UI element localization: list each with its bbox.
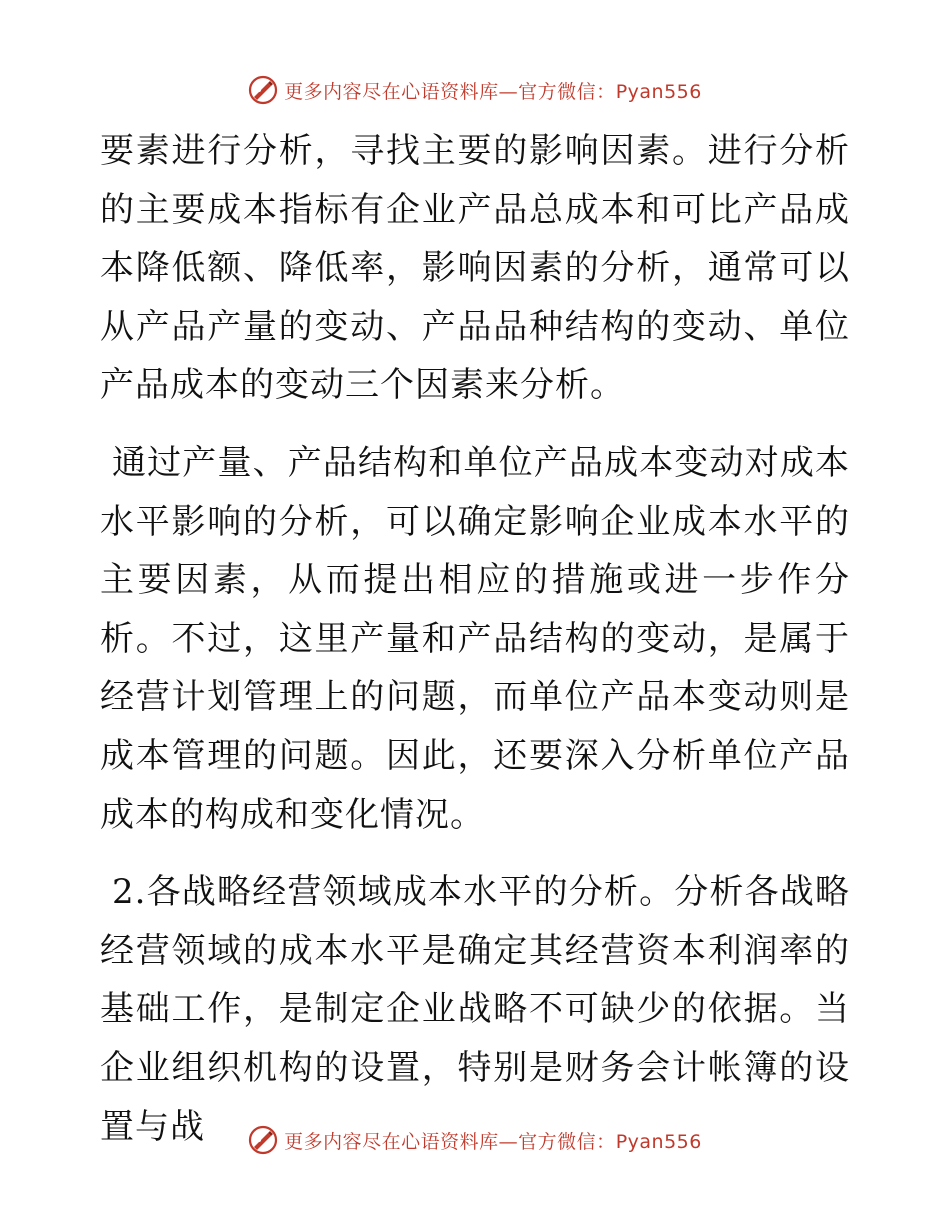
footer-banner-label: 官方微信： bbox=[518, 1130, 616, 1153]
header-banner bbox=[0, 70, 950, 110]
header-banner-separator: — bbox=[498, 80, 519, 103]
footer-banner-text bbox=[284, 1127, 702, 1154]
header-banner-label: 官方微信： bbox=[518, 80, 616, 103]
paragraph-1: 要素进行分析，寻找主要的影响因素。进行分析的主要成本指标有企业产品总成本和可比产品成本降低额、降低率，影响因素的分析，通常可以从产品产量的变动、产品品种结构的变动、单位产品成本的变动三个因素来分析。 bbox=[100, 131, 850, 406]
paragraph-2: 通过产量、产品结构和单位产品成本变动对成本水平影响的分析，可以确定影响企业成本水平的主要因素，从而提出相应的措施或进一步作分析。不过，这里产量和产品结构的变动，是属于经营计划管理上的问题，而单位产品本变动则是成本管理的问题。因此，还要深入分析单位产品成本的构成和变化情况。 bbox=[100, 442, 850, 835]
header-banner-main: 更多内容尽在心语资料库 bbox=[284, 80, 499, 103]
footer-banner-wechat-id: Pyan556 bbox=[615, 1130, 702, 1153]
footer-banner bbox=[0, 1120, 950, 1160]
pen-logo-icon bbox=[248, 75, 278, 105]
paragraph-3: 2.各战略经营领域成本水平的分析。分析各战略经营领域的成本水平是确定其经营资本利润率的基础工作，是制定企业战略不可缺少的依据。当企业组织机构的设置，特别是财务会计帐簿的设置与战 bbox=[100, 872, 850, 1147]
header-banner-wechat-id: Pyan556 bbox=[615, 80, 702, 103]
footer-banner-separator: — bbox=[498, 1130, 519, 1153]
footer-banner-main: 更多内容尽在心语资料库 bbox=[284, 1130, 499, 1153]
header-banner-text bbox=[284, 77, 702, 104]
pen-logo-icon bbox=[248, 1125, 278, 1155]
document-body bbox=[100, 122, 850, 1175]
